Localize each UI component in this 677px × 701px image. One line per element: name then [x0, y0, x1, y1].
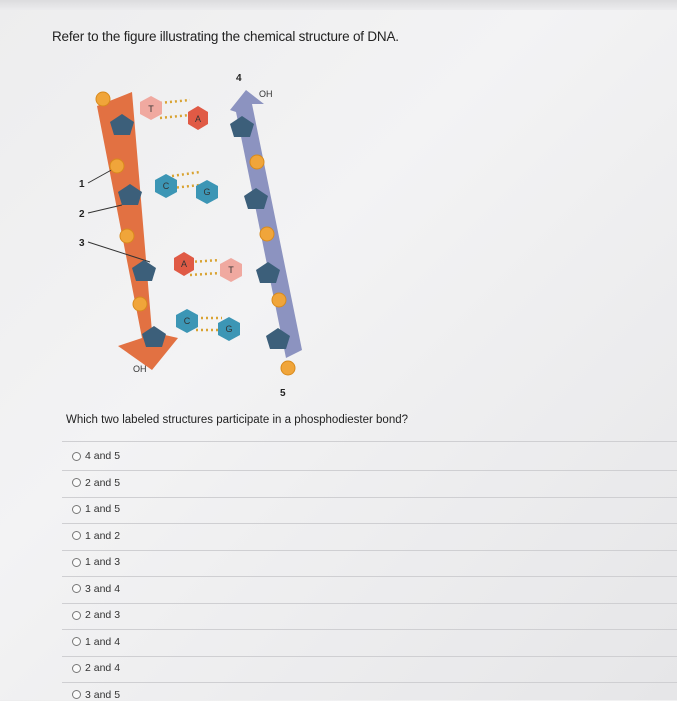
base-label-2: A — [194, 114, 202, 124]
base-label-8: G — [225, 324, 233, 334]
answer-option[interactable] — [72, 556, 120, 568]
answer-option[interactable] — [72, 477, 120, 489]
answer-option[interactable] — [72, 530, 120, 542]
option-divider — [62, 656, 677, 657]
answer-option[interactable] — [72, 609, 120, 621]
answer-option-label: 1 and 5 — [85, 503, 121, 515]
base-label-4: G — [203, 187, 211, 197]
h-bond-1 — [160, 100, 190, 103]
phosphate-left-2 — [110, 159, 124, 173]
radio-button[interactable] — [72, 558, 81, 567]
h-bond-3 — [190, 260, 220, 262]
radio-button[interactable] — [72, 531, 81, 540]
answer-option-label: 1 and 3 — [85, 556, 121, 568]
phosphate-right-4 — [281, 361, 295, 375]
radio-button[interactable] — [72, 505, 81, 514]
option-divider — [62, 629, 677, 630]
answer-option-label: 2 and 4 — [85, 662, 121, 674]
radio-button[interactable] — [72, 611, 81, 620]
oh-top-label: OH — [259, 89, 273, 99]
answer-option-label: 3 and 5 — [85, 688, 121, 701]
radio-button[interactable] — [72, 637, 81, 646]
answer-option[interactable] — [72, 503, 120, 515]
label-4: 4 — [236, 73, 242, 84]
label-3: 3 — [79, 238, 85, 249]
phosphate-left-3 — [120, 229, 134, 243]
radio-button[interactable] — [72, 584, 81, 593]
phosphate-right-3 — [272, 293, 286, 307]
base-label-6: T — [228, 265, 234, 275]
answer-option-label: 4 and 5 — [85, 450, 121, 462]
option-divider — [62, 576, 677, 577]
question-divider — [62, 441, 677, 442]
base-label-5: A — [180, 259, 188, 269]
answer-option-label: 3 and 4 — [85, 582, 121, 595]
oh-bottom-label: OH — [133, 364, 147, 374]
option-divider — [62, 550, 677, 551]
leader-line-2 — [88, 205, 122, 213]
answer-option[interactable] — [72, 450, 120, 462]
option-divider — [62, 523, 677, 524]
option-divider — [62, 497, 677, 498]
label-2: 2 — [79, 209, 85, 220]
answer-option[interactable] — [72, 636, 120, 648]
phosphate-right-2 — [260, 227, 274, 241]
answer-option[interactable] — [72, 583, 120, 595]
h-bond-3b — [190, 273, 220, 275]
answer-option-label: 1 and 2 — [85, 529, 121, 542]
answer-option[interactable] — [72, 662, 120, 674]
radio-button[interactable] — [72, 664, 81, 673]
radio-button[interactable] — [72, 478, 81, 487]
answer-option-label: 2 and 5 — [85, 476, 121, 489]
radio-button[interactable] — [72, 690, 81, 699]
answer-option-label: 1 and 4 — [85, 635, 121, 648]
phosphate-left-4 — [133, 297, 147, 311]
question-intro: Refer to the figure illustrating the chemical structure of DNA. — [52, 29, 399, 44]
h-bond-1b — [160, 115, 190, 118]
phosphate-right-1 — [250, 155, 264, 169]
answer-option[interactable] — [72, 689, 120, 701]
left-strand-arrow — [97, 92, 178, 370]
base-label-7: C — [183, 316, 191, 326]
base-label-1: T — [148, 104, 154, 114]
base-label-3: C — [162, 181, 170, 191]
radio-button[interactable] — [72, 452, 81, 461]
phosphate-left-1 — [96, 92, 110, 106]
label-1: 1 — [79, 179, 85, 190]
answer-option-label: 2 and 3 — [85, 609, 121, 621]
option-divider — [62, 603, 677, 604]
label-5: 5 — [280, 388, 286, 399]
option-divider — [62, 682, 677, 683]
option-divider — [62, 470, 677, 471]
question-text: Which two labeled structures participate in a phosphodiester bond? — [66, 414, 409, 426]
h-bond-2 — [172, 172, 200, 176]
